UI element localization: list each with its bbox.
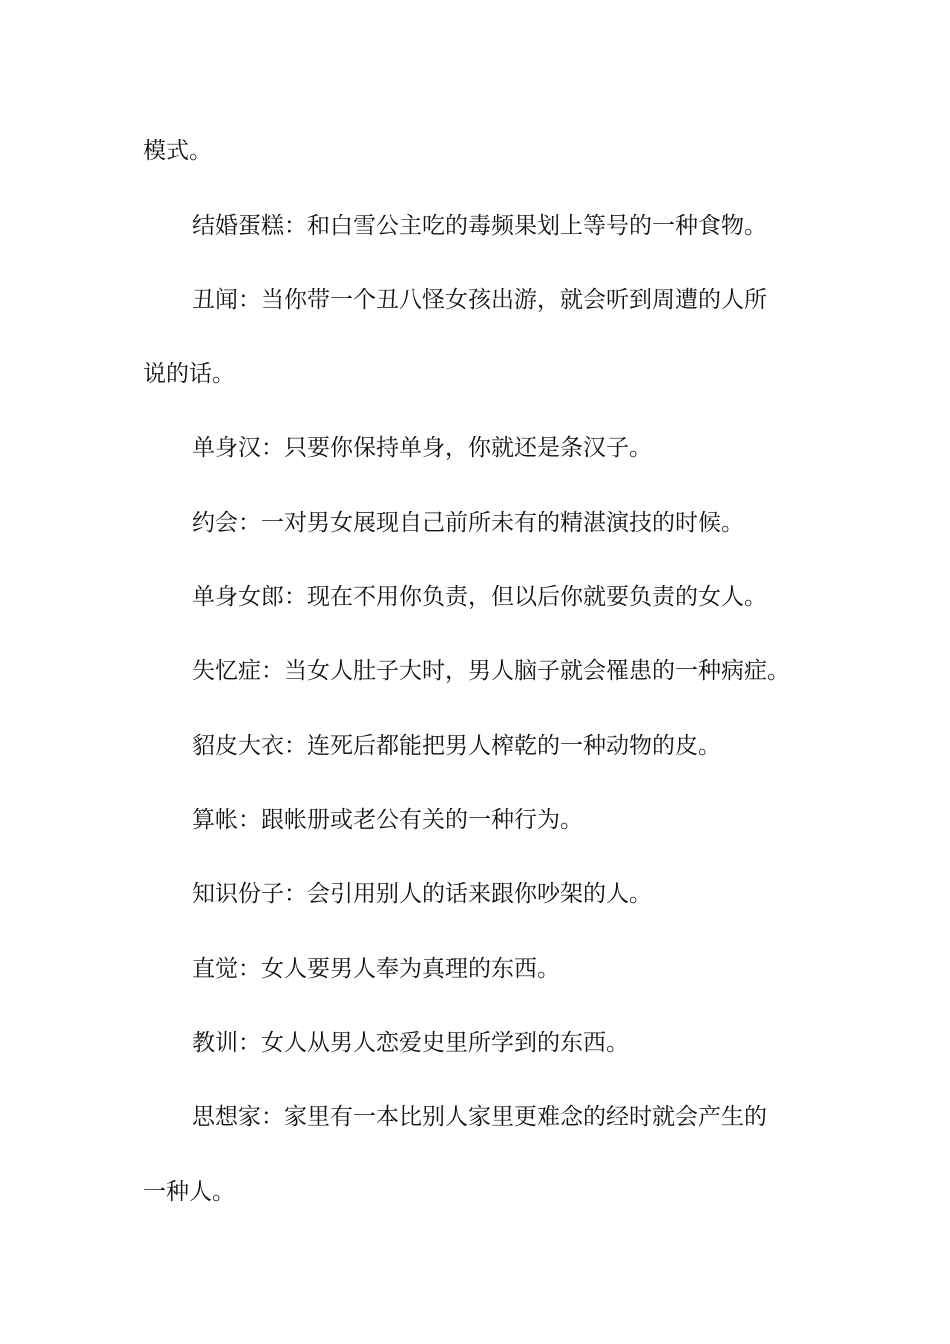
text-line: 结婚蛋糕：和白雪公主吃的毒频果划上等号的一种食物。 <box>192 213 767 239</box>
text-line: 约会：一对男女展现自己前所未有的精湛演技的时候。 <box>192 510 744 536</box>
text-line: 模式。 <box>143 138 212 164</box>
text-line: 一种人。 <box>143 1179 235 1205</box>
text-line: 说的话。 <box>143 361 235 387</box>
text-line: 知识份子：会引用别人的话来跟你吵架的人。 <box>192 881 652 907</box>
text-line: 直觉：女人要男人奉为真理的东西。 <box>192 956 560 982</box>
text-line: 单身汉：只要你保持单身，你就还是条汉子。 <box>192 435 652 461</box>
text-line: 貂皮大衣：连死后都能把男人榨乾的一种动物的皮。 <box>192 733 721 759</box>
text-line: 单身女郎：现在不用你负责，但以后你就要负责的女人。 <box>192 584 767 610</box>
text-line: 失忆症：当女人肚子大时，男人脑子就会罹患的一种病症。 <box>192 658 790 684</box>
text-line: 算帐：跟帐册或老公有关的一种行为。 <box>192 807 583 833</box>
text-line: 教训：女人从男人恋爱史里所学到的东西。 <box>192 1030 629 1056</box>
text-line: 思想家：家里有一本比别人家里更难念的经时就会产生的 <box>192 1104 767 1130</box>
text-line: 丑闻：当你带一个丑八怪女孩出游，就会听到周遭的人所 <box>192 287 767 313</box>
